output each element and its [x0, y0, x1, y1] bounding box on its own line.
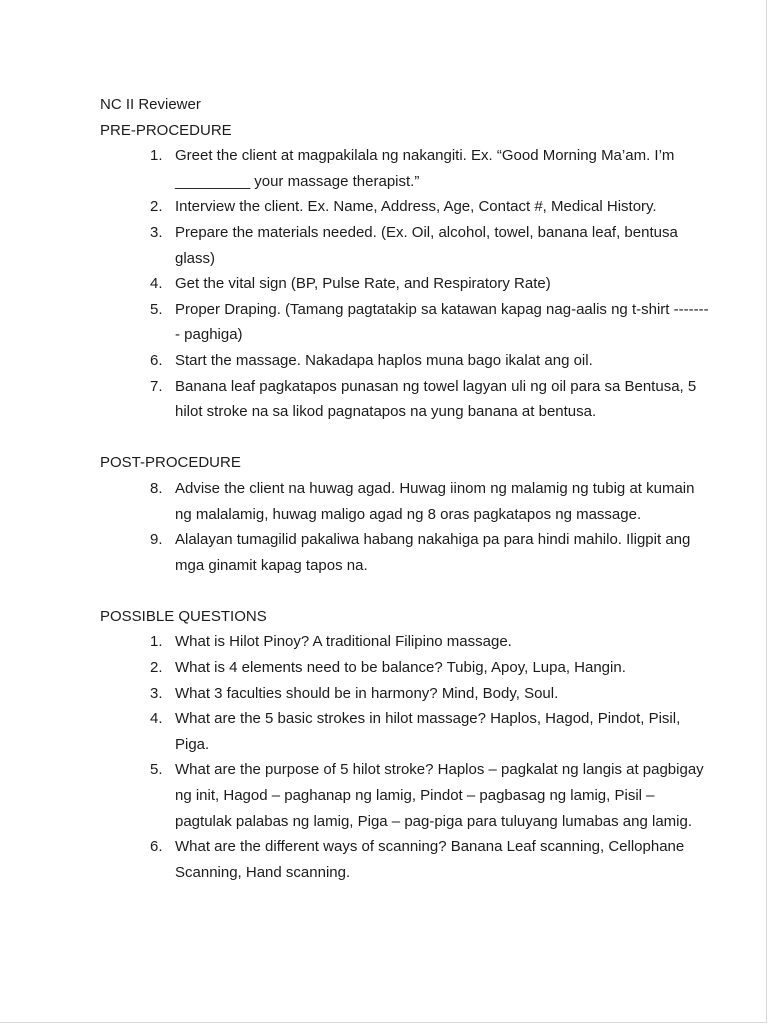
list-item: [100, 834, 710, 885]
item-number: 8.: [150, 479, 163, 497]
list-item: [100, 757, 710, 834]
numbered-list: [100, 629, 710, 885]
item-number: 5.: [150, 761, 163, 779]
item-text: Alalayan tumagilid pakaliwa habang nakahiga pa para hindi mahilo. Iligpit ang mga ginamit kapag tapos na.: [175, 531, 691, 574]
section-possible-questions: [100, 604, 710, 886]
item-text: What 3 faculties should be in harmony? Mind, Body, Soul.: [175, 684, 559, 702]
item-text: What is 4 elements need to be balance? Tubig, Apoy, Lupa, Hangin.: [175, 659, 626, 677]
item-number: 3.: [150, 684, 163, 702]
numbered-list: [100, 143, 710, 425]
item-number: 2.: [150, 198, 163, 216]
list-item: [100, 271, 710, 297]
item-text: Proper Draping. (Tamang pagtatakip sa katawan kapag nag-aalis ng t-shirt -------- paghiga): [175, 300, 709, 344]
list-item: [100, 629, 710, 655]
numbered-list: [100, 476, 710, 578]
document-body: [100, 92, 710, 885]
list-item: [100, 476, 710, 527]
list-item: [100, 194, 710, 220]
list-item: [100, 681, 710, 707]
list-item: [100, 348, 710, 374]
item-number: 1.: [150, 147, 163, 165]
item-number: 1.: [150, 633, 163, 651]
section-pre-procedure: [100, 118, 710, 425]
list-item: [100, 655, 710, 681]
item-text: What are the purpose of 5 hilot stroke? Haplos – pagkalat ng langis at pagbigay ng init, Hagod – paghanap ng lamig, Pindot – pagbasag ng lamig, Pisil – pagtulak palabas ng lamig, Piga – pag-piga para tuluyang lumabas ang lamig.: [175, 761, 704, 830]
item-number: 2.: [150, 659, 163, 677]
item-text: Start the massage. Nakadapa haplos muna bago ikalat ang oil.: [175, 351, 593, 369]
list-item: [100, 297, 710, 348]
item-number: 3.: [150, 223, 163, 241]
section-heading: PRE-PROCEDURE: [100, 121, 232, 139]
item-text: Greet the client at magpakilala ng nakangiti. Ex. “Good Morning Ma’am. I’m _________ your massage therapist.”: [175, 147, 675, 190]
list-item: [100, 220, 710, 271]
section-heading: POST-PROCEDURE: [100, 454, 241, 472]
section-heading: POSSIBLE QUESTIONS: [100, 607, 267, 625]
item-number: 4.: [150, 275, 163, 293]
list-item: [100, 143, 710, 194]
item-number: 4.: [150, 710, 163, 728]
item-text: What is Hilot Pinoy? A traditional Filipino massage.: [175, 633, 512, 651]
item-number: 7.: [150, 377, 163, 395]
item-text: Prepare the materials needed. (Ex. Oil, alcohol, towel, banana leaf, bentusa glass): [175, 223, 678, 267]
list-item: [100, 374, 710, 425]
item-number: 6.: [150, 351, 163, 369]
list-item: [100, 706, 710, 757]
item-text: Advise the client na huwag agad. Huwag iinom ng malamig ng tubig at kumain ng malalamig, huwag maligo agad ng 8 oras pagkatapos ng massage.: [175, 479, 695, 523]
item-number: 6.: [150, 838, 163, 856]
section-post-procedure: [100, 450, 710, 578]
list-item: [100, 527, 710, 578]
item-text: Get the vital sign (BP, Pulse Rate, and Respiratory Rate): [175, 275, 551, 293]
item-number: 5.: [150, 300, 163, 318]
document-title: NC II Reviewer: [100, 96, 201, 113]
item-text: What are the 5 basic strokes in hilot massage? Haplos, Hagod, Pindot, Pisil, Piga.: [175, 710, 681, 753]
item-text: Interview the client. Ex. Name, Address, Age, Contact #, Medical History.: [175, 198, 657, 216]
item-text: What are the different ways of scanning? Banana Leaf scanning, Cellophane Scanning, Hand scanning.: [175, 838, 685, 881]
item-number: 9.: [150, 531, 163, 549]
item-text: Banana leaf pagkatapos punasan ng towel lagyan uli ng oil para sa Bentusa, 5 hilot stroke na sa likod pagnatapos na yung banana at bentusa.: [175, 377, 697, 421]
